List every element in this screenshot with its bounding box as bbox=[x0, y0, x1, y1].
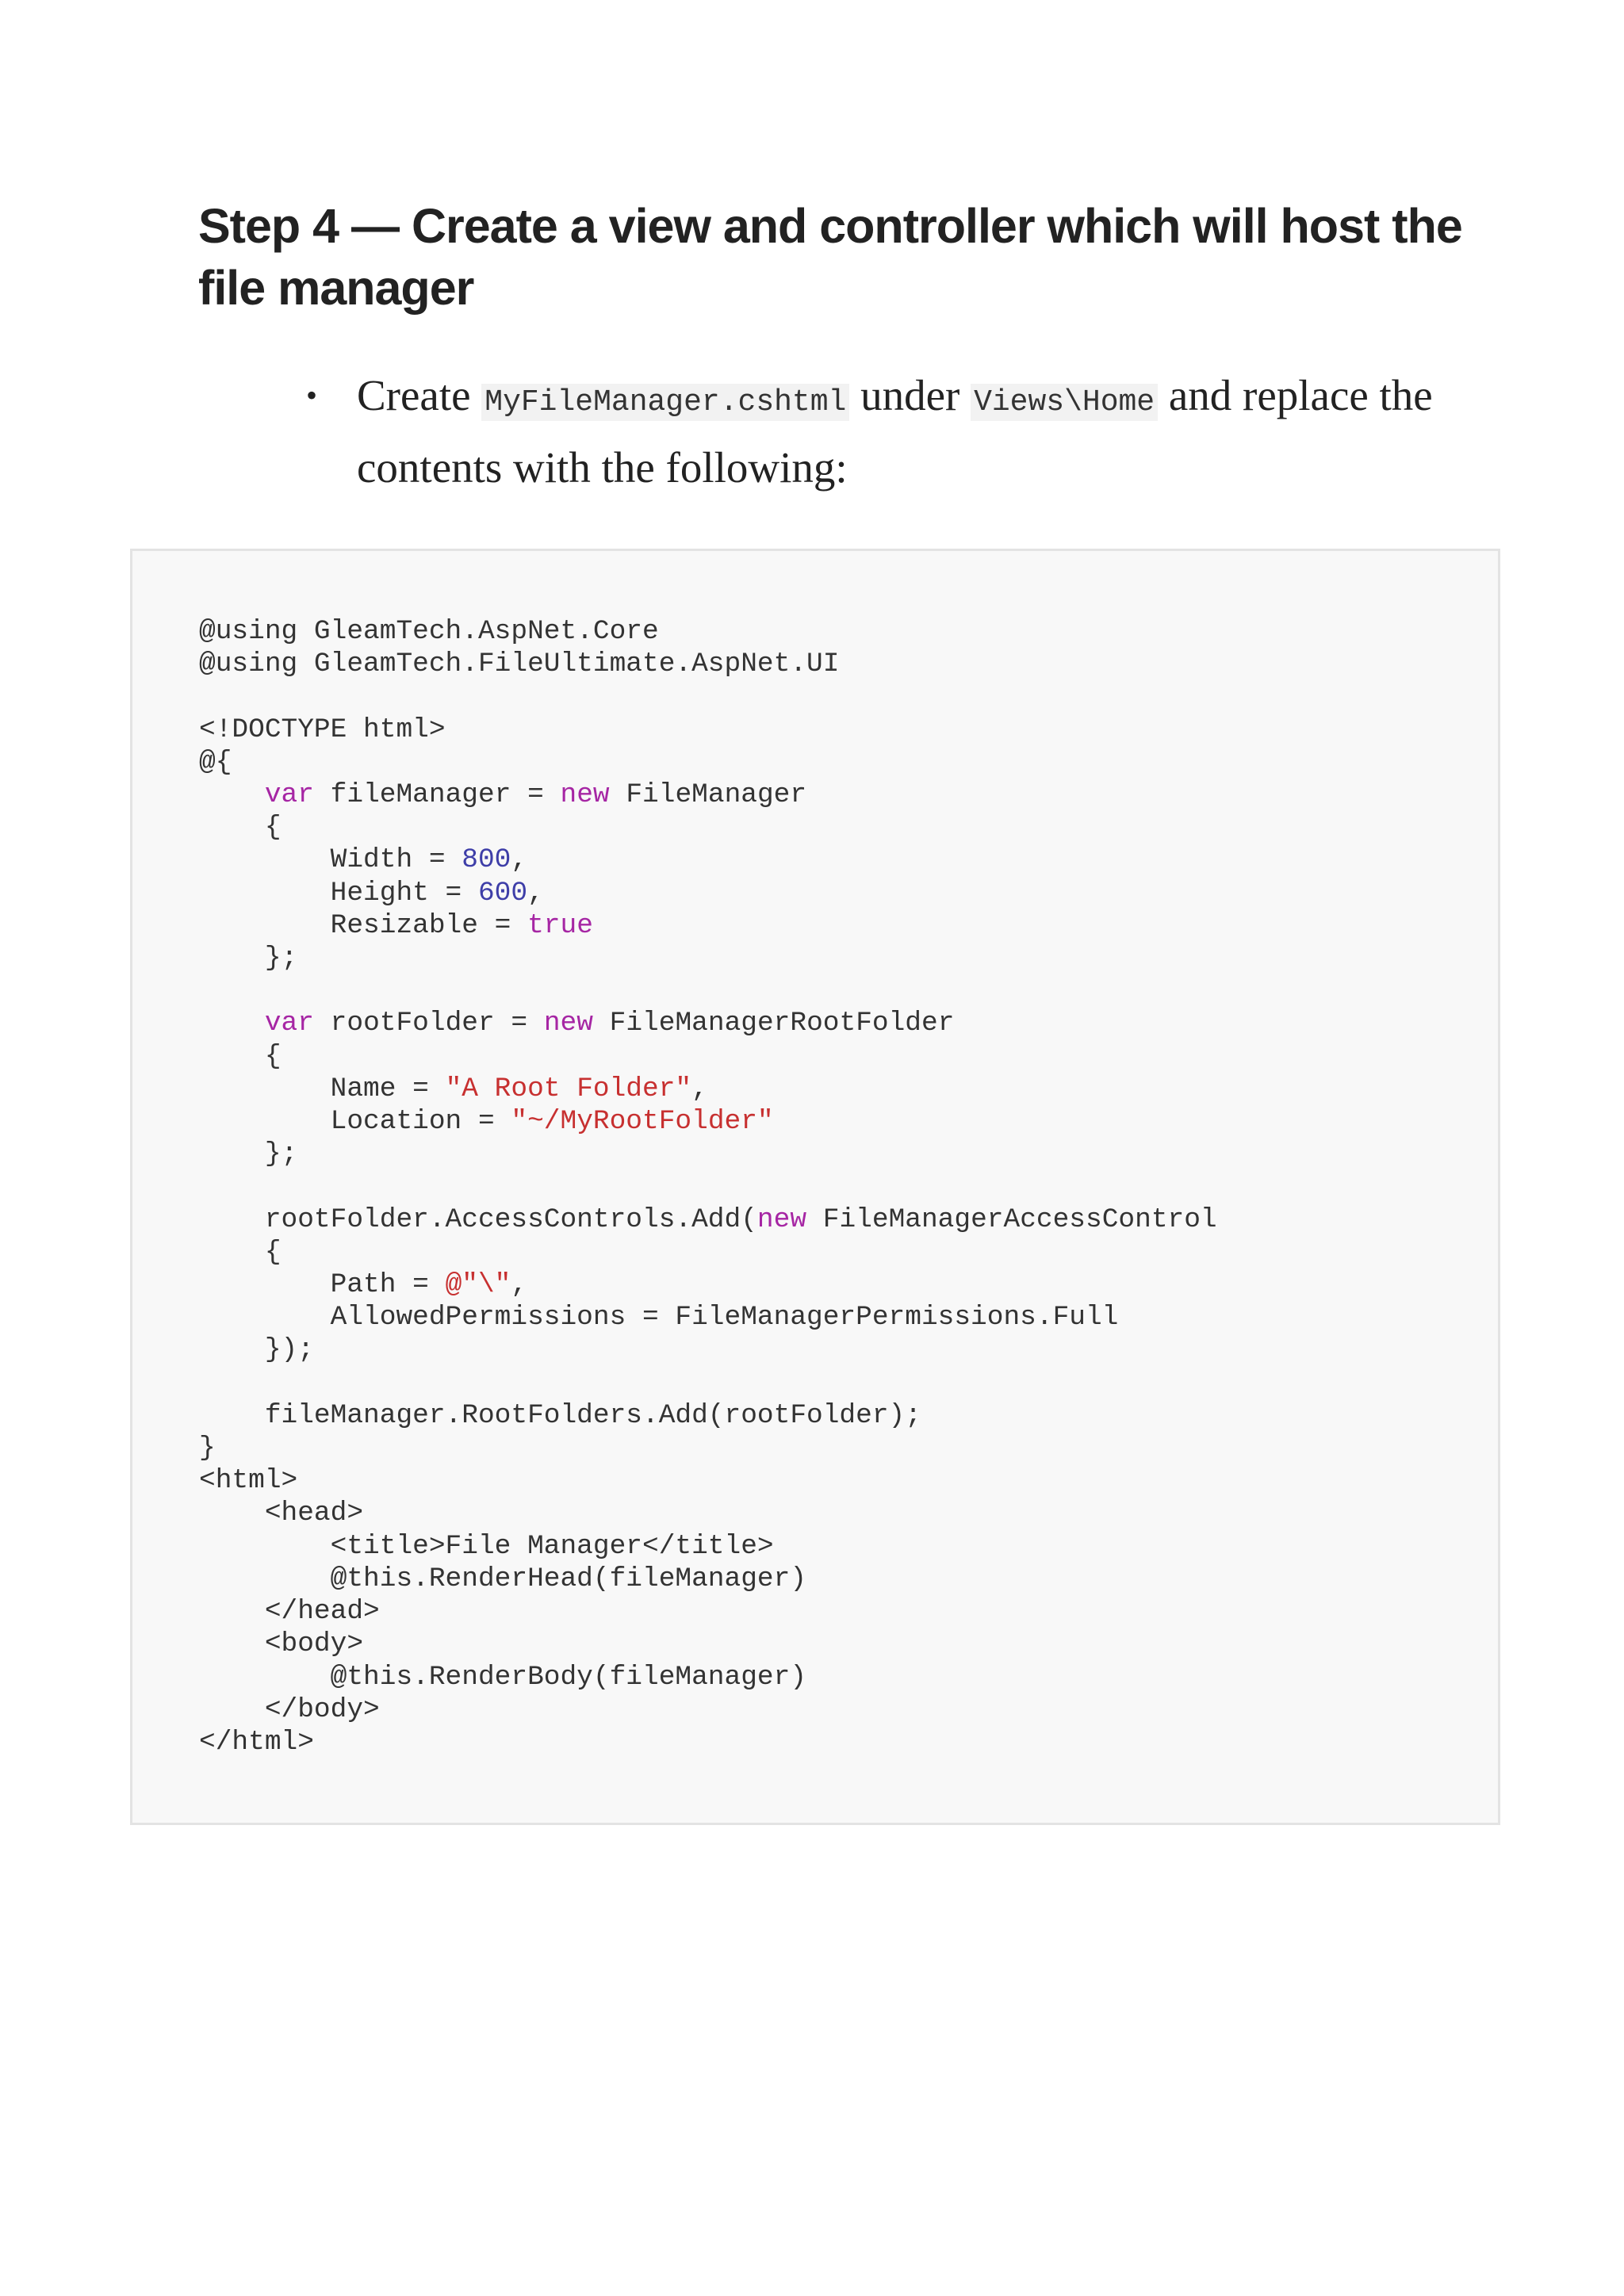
instruction-item bbox=[306, 363, 1467, 500]
filename-code: MyFileManager.cshtml bbox=[481, 384, 849, 421]
code-line bbox=[199, 878, 544, 909]
code-token: { bbox=[199, 1040, 282, 1072]
code-token-kw: new bbox=[543, 1008, 593, 1039]
code-token: <body> bbox=[199, 1628, 364, 1660]
code-token: }; bbox=[199, 943, 298, 974]
code-token-num: 800 bbox=[462, 844, 511, 876]
bullet-dot-icon: • bbox=[306, 377, 318, 413]
code-token: { bbox=[199, 1236, 282, 1268]
code-line bbox=[199, 1662, 806, 1693]
code-line bbox=[199, 1106, 774, 1137]
code-block[interactable] bbox=[130, 549, 1500, 1825]
code-line bbox=[199, 1008, 954, 1039]
code-line bbox=[199, 943, 297, 974]
code-token: , bbox=[511, 844, 528, 876]
code-token: <head> bbox=[199, 1498, 364, 1529]
instruction-text-2: under bbox=[849, 371, 971, 419]
code-line bbox=[199, 747, 232, 778]
folder-path-code: Views\Home bbox=[971, 384, 1158, 421]
code-line bbox=[199, 1694, 380, 1725]
code-line bbox=[199, 1596, 380, 1627]
code-token: @using GleamTech.FileUltimate.AspNet.UI bbox=[199, 649, 840, 680]
code-token: </html> bbox=[199, 1726, 314, 1758]
instruction-list bbox=[306, 363, 1467, 500]
code-token: @this.RenderHead(fileManager) bbox=[199, 1563, 807, 1594]
code-line bbox=[199, 1204, 1217, 1235]
code-line bbox=[199, 1498, 363, 1529]
code-token bbox=[199, 779, 265, 810]
code-token-kw: true bbox=[527, 909, 593, 941]
code-line bbox=[199, 1302, 1118, 1333]
code-token: fileManager = bbox=[313, 779, 561, 811]
code-token-kw: var bbox=[264, 1008, 314, 1039]
code-line bbox=[199, 1531, 774, 1562]
code-token: , bbox=[511, 1269, 528, 1301]
code-token: FileManager bbox=[609, 779, 807, 811]
code-line bbox=[199, 1269, 527, 1300]
code-token-kw: new bbox=[756, 1203, 807, 1235]
code-token-num: 600 bbox=[477, 877, 528, 909]
code-token: }); bbox=[199, 1334, 314, 1366]
code-token: FileManagerAccessControl bbox=[806, 1203, 1217, 1235]
code-line bbox=[199, 1563, 806, 1594]
section-heading: Step 4 — Create a view and controller which will host the file manager bbox=[198, 199, 1462, 315]
code-token: <!DOCTYPE html> bbox=[199, 714, 446, 745]
code-token: AllowedPermissions = FileManagerPermissions.Full bbox=[199, 1302, 1119, 1334]
code-token-str: "A Root Folder" bbox=[445, 1073, 692, 1104]
code-line bbox=[199, 1073, 708, 1104]
code-token: }; bbox=[199, 1138, 298, 1170]
code-line bbox=[199, 1334, 314, 1365]
code-line bbox=[199, 1628, 363, 1659]
code-line bbox=[199, 1237, 282, 1268]
code-token: <html> bbox=[199, 1465, 298, 1497]
code-line bbox=[199, 1433, 216, 1464]
code-line bbox=[199, 616, 659, 647]
code-token: , bbox=[691, 1073, 708, 1104]
code-token-kw: new bbox=[560, 779, 610, 811]
code-line bbox=[199, 1727, 314, 1758]
code-token: Path = bbox=[199, 1269, 446, 1301]
code-token: @this.RenderBody(fileManager) bbox=[199, 1661, 807, 1693]
code-line bbox=[199, 910, 593, 941]
code-line bbox=[199, 844, 527, 875]
code-token: </body> bbox=[199, 1693, 380, 1725]
code-token: fileManager.RootFolders.Add(rootFolder); bbox=[199, 1399, 921, 1431]
instruction-text-3: and replace the contents with the following: bbox=[357, 371, 1433, 492]
code-line bbox=[199, 779, 806, 810]
code-line bbox=[199, 1400, 921, 1431]
code-line bbox=[199, 812, 282, 843]
code-token: @{ bbox=[199, 746, 232, 778]
code-token: Resizable = bbox=[199, 909, 528, 941]
code-token: <title>File Manager</title> bbox=[199, 1530, 774, 1562]
code-token: Name = bbox=[199, 1073, 446, 1104]
code-token: Height = bbox=[199, 877, 478, 909]
code-token: @using GleamTech.AspNet.Core bbox=[199, 616, 659, 647]
code-line bbox=[199, 1138, 297, 1169]
code-token: , bbox=[527, 877, 544, 909]
code-token-str: @"\" bbox=[445, 1269, 511, 1301]
code-token: { bbox=[199, 812, 282, 844]
code-token-str: "~/MyRootFolder" bbox=[511, 1106, 774, 1138]
code-line bbox=[199, 1465, 297, 1496]
code-token: Location = bbox=[199, 1106, 511, 1138]
code-line bbox=[199, 714, 446, 745]
code-token bbox=[199, 1008, 265, 1039]
code-token: } bbox=[199, 1433, 216, 1464]
code-line bbox=[199, 649, 839, 679]
code-token: FileManagerRootFolder bbox=[592, 1008, 955, 1039]
code-token-kw: var bbox=[264, 779, 314, 811]
code-listing[interactable] bbox=[199, 615, 1217, 1758]
code-token: rootFolder = bbox=[313, 1008, 544, 1039]
code-token: rootFolder.AccessControls.Add( bbox=[199, 1203, 757, 1235]
code-line bbox=[199, 1041, 282, 1072]
instruction-text-1: Create bbox=[357, 371, 482, 419]
code-token: Width = bbox=[199, 844, 462, 876]
code-token: </head> bbox=[199, 1596, 380, 1628]
